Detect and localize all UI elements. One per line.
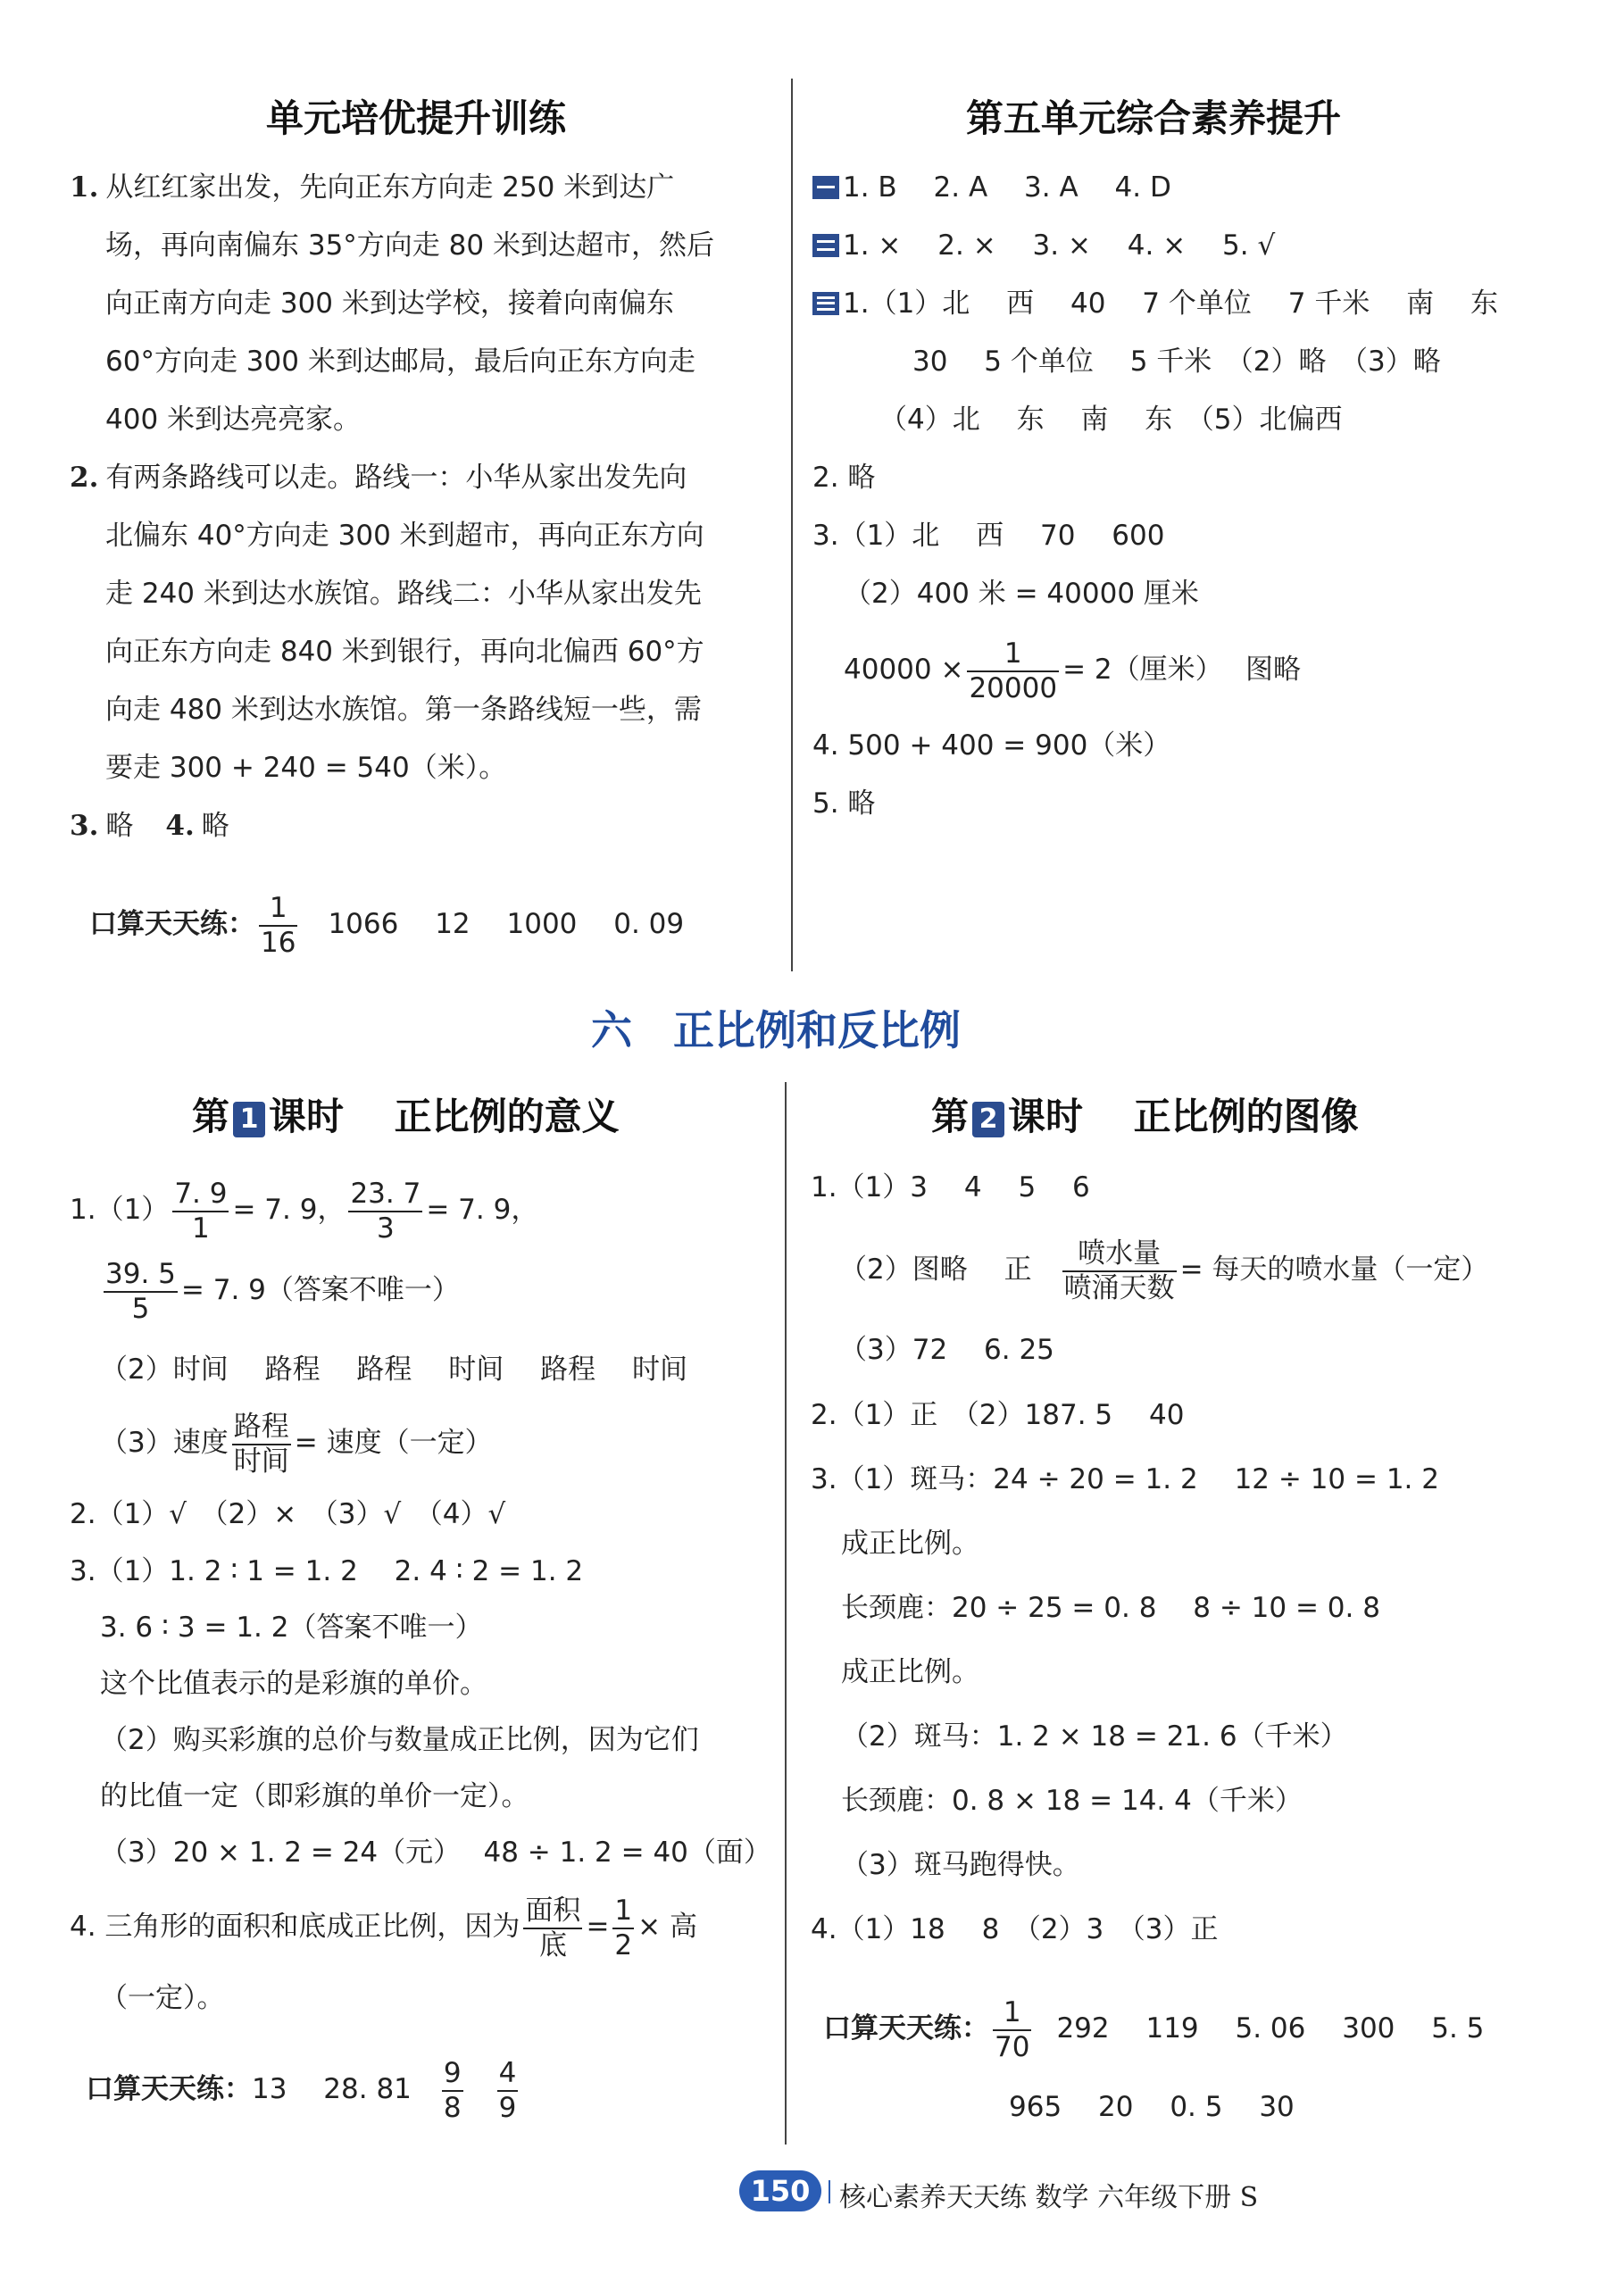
lb-q4-rest: × 高 [637, 1911, 697, 1943]
rb-oral-label: 口算天天练： [823, 2012, 989, 2045]
lesson1-title-post: 课时 正比例的意义 [269, 1095, 620, 1138]
rb-q1-b [839, 1234, 1488, 1305]
rt-part3-a-text: 1.（1）北 西 40 7 个单位 7 千米 南 东 [843, 287, 1499, 320]
rb-q3-c: 长颈鹿：20 ÷ 25 = 0. 8 8 ÷ 10 = 0. 8 [841, 1592, 1380, 1624]
rt-q3-frac-d: 20000 [969, 671, 1058, 704]
lb-oral-frac1-n: 9 [442, 2060, 463, 2092]
top-divider [791, 79, 793, 971]
rb-q3-b: 成正比例。 [841, 1528, 979, 1560]
rt-part3-a [812, 286, 1498, 321]
unit5-title: 第五单元综合素养提升 [966, 96, 1342, 140]
lb-q4-frac1 [523, 1894, 582, 1961]
rt-q2: 2. 略 [812, 462, 876, 494]
rb-q4: 4.（1）18 8 （2）3 （3）正 [811, 1913, 1219, 1945]
part-one-icon [812, 176, 839, 199]
rb-q2: 2.（1）正 （2）187. 5 40 [811, 1399, 1185, 1431]
lesson2-number: 2 [972, 1102, 1004, 1137]
lb-q1-frac3 [104, 1257, 178, 1325]
lesson1-title [192, 1087, 620, 1141]
lt-q34 [70, 808, 229, 844]
lb-q2: 2.（1）√ （2）× （3）√ （4）√ [70, 1498, 506, 1530]
lt-q4-num: 4. [165, 810, 195, 842]
lb-q4-frac2-n: 1 [612, 1897, 634, 1929]
lb-q4-eq: = [586, 1911, 610, 1943]
part-three-icon [812, 292, 839, 315]
rb-q1-a: 1.（1）3 4 5 6 [811, 1171, 1090, 1203]
lb-q1-frac4-n: 路程 [232, 1413, 291, 1445]
lb-q4-b: （一定）。 [100, 1982, 225, 2014]
rt-q3-frac [967, 637, 1059, 704]
lb-q1-frac3-n: 39. 5 [104, 1261, 178, 1293]
lb-q1-c: （2）时间 路程 路程 时间 路程 时间 [100, 1353, 687, 1386]
lt-q1-line-4: 60°方向走 300 米到达邮局，最后向正东方向走 [105, 346, 695, 378]
lb-q1-frac1-n: 7. 9 [172, 1180, 229, 1212]
lb-q1-frac2-n: 23. 7 [348, 1180, 422, 1212]
lb-q3-f: （3）20 × 1. 2 = 24（元） 48 ÷ 1. 2 = 40（面） [100, 1836, 771, 1869]
lb-q4-a [70, 1891, 697, 1962]
rb-oral-frac-n: 1 [993, 1999, 1031, 2031]
lt-q3-text: 略 [105, 810, 134, 842]
lb-q4-pre: 4. 三角形的面积和底成正比例，因为 [70, 1911, 521, 1943]
lb-q1-mid1: = 7. 9， [232, 1194, 346, 1226]
rt-part2 [812, 228, 1275, 263]
lt-q2-text-1: 有两条路线可以走。路线一：小华从家出发先向 [105, 462, 687, 494]
lt-q2-line-2: 北偏东 40°方向走 300 米到超市，再向正东方向 [105, 520, 704, 552]
lb-q1-frac2 [348, 1177, 422, 1245]
lt-q2-line-6: 要走 300 + 240 = 540（米）。 [105, 752, 507, 784]
lb-q4-frac2-d: 2 [614, 1928, 633, 1961]
rt-part3-b: 30 5 个单位 5 千米 （2）略 （3）略 [912, 346, 1441, 378]
rb-q1-c: （3）72 6. 25 [839, 1334, 1054, 1366]
lb-q1-b-rest: = 7. 9（答案不唯一） [180, 1274, 460, 1306]
lt-q2-line-1 [70, 460, 687, 496]
rt-q3-1: 3.（1）北 西 70 600 [812, 520, 1165, 552]
footer-book-title: 核心素养天天练 数学 六年级下册 S [839, 2182, 1259, 2213]
lt-oral-values: 1066 12 1000 0. 09 [328, 908, 685, 940]
lt-oral-frac-n: 1 [259, 895, 297, 927]
lb-q1-d-rest: = 速度（一定） [294, 1427, 493, 1459]
rt-q3-2: （2）400 米 = 40000 厘米 [844, 578, 1199, 610]
lb-q3-e: 的比值一定（即彩旗的单价一定）。 [100, 1780, 529, 1812]
lesson2-title-post: 课时 正比例的图像 [1008, 1095, 1359, 1138]
lt-oral [89, 893, 684, 957]
lb-q3-b: 3. 6 ∶ 3 = 1. 2（答案不唯一） [100, 1612, 483, 1644]
lt-q4-text: 略 [201, 810, 229, 842]
rb-oral-a [823, 1993, 1484, 2064]
rb-q1-frac-n: 喷水量 [1062, 1240, 1177, 1272]
lt-q2-line-4: 向正东方向走 840 米到银行，再向北偏西 60°方 [105, 636, 704, 668]
rb-q3-e: （2）斑马：1. 2 × 18 = 21. 6（千米） [841, 1720, 1348, 1753]
bottom-divider [785, 1082, 787, 2145]
lb-q1-pre: 1.（1） [70, 1194, 170, 1226]
rb-q1-frac [1062, 1237, 1177, 1304]
lt-oral-label: 口算天天练： [89, 908, 255, 940]
rb-q1-b-rest: = 每天的喷水量（一定） [1179, 1253, 1489, 1286]
lt-q2-line-5: 向走 480 米到达水族馆。第一条路线短一些，需 [105, 694, 702, 726]
part-two-icon [812, 234, 839, 257]
lesson1-title-pre: 第 [192, 1095, 230, 1138]
rb-oral-values-a: 292 119 5. 06 300 5. 5 [1056, 2012, 1485, 2045]
lb-oral-frac2 [497, 2056, 519, 2124]
lb-q1-frac1 [172, 1177, 229, 1245]
lb-oral-frac1-d: 8 [443, 2091, 462, 2124]
rb-q3-f: 长颈鹿：0. 8 × 18 = 14. 4（千米） [841, 1785, 1303, 1817]
lesson2-title [931, 1087, 1359, 1141]
lb-q1-frac2-d: 3 [377, 1212, 395, 1245]
rt-part1 [812, 170, 1171, 205]
lt-q2-num: 2. [70, 462, 99, 494]
lb-oral-values: 13 28. 81 [252, 2073, 412, 2105]
unit-training-title: 单元培优提升训练 [266, 96, 567, 140]
lb-q4-frac1-n: 面积 [523, 1897, 582, 1929]
footer-separator [829, 2180, 830, 2203]
lb-q1-d [100, 1407, 493, 1478]
rt-part2-text: 1. × 2. × 3. × 4. × 5. √ [843, 229, 1276, 262]
lb-q3-c: 这个比值表示的是彩旗的单价。 [100, 1668, 487, 1700]
rt-q5: 5. 略 [812, 787, 876, 820]
rt-q3-3 [844, 634, 1301, 705]
rb-oral-b: 965 20 0. 5 30 [1009, 2091, 1295, 2123]
rb-q1-frac-d: 喷涌天数 [1063, 1271, 1175, 1304]
lt-q1-line-2: 场，再向南偏东 35°方向走 80 米到达超市，然后 [105, 229, 714, 262]
rb-q3-d: 成正比例。 [841, 1656, 979, 1688]
rb-oral-frac-d: 70 [995, 2030, 1030, 2063]
lb-oral-frac2-d: 9 [498, 2091, 517, 2124]
rt-q4: 4. 500 + 400 = 900（米） [812, 729, 1171, 762]
lb-q3-d: （2）购买彩旗的总价与数量成正比例，因为它们 [100, 1724, 699, 1756]
lb-oral-frac2-n: 4 [497, 2060, 519, 2092]
lesson2-title-pre: 第 [931, 1095, 970, 1138]
lb-q4-frac2 [612, 1894, 634, 1961]
rb-q1-b-pre: （2）图略 正 [839, 1253, 1032, 1286]
lb-oral-label: 口算天天练： [86, 2073, 252, 2105]
lb-q1-d-pre: （3）速度 [100, 1427, 229, 1459]
lt-oral-frac-d: 16 [261, 926, 296, 959]
rb-q3-a: 3.（1）斑马：24 ÷ 20 = 1. 2 12 ÷ 10 = 1. 2 [811, 1463, 1439, 1495]
lb-q1-frac1-d: 1 [192, 1212, 210, 1245]
lt-q2-line-3: 走 240 米到达水族馆。路线二：小华从家出发先 [105, 578, 702, 610]
lb-q1-frac4-d: 时间 [233, 1445, 289, 1478]
lb-q1-frac3-d: 5 [131, 1292, 150, 1325]
lb-q1-a [70, 1174, 538, 1245]
lesson1-number: 1 [233, 1102, 265, 1137]
lb-q1-b [100, 1254, 460, 1326]
lt-q1-line-3: 向正南方向走 300 米到达学校，接着向南偏东 [105, 287, 674, 320]
lt-q3-num: 3. [70, 810, 99, 842]
lb-q3-a: 3.（1）1. 2 ∶ 1 = 1. 2 2. 4 ∶ 2 = 1. 2 [70, 1555, 584, 1587]
lt-q1-line-1 [70, 170, 674, 205]
rt-part1-text: 1. B 2. A 3. A 4. D [843, 171, 1171, 204]
lt-q1-num: 1. [70, 171, 99, 204]
lb-q4-frac1-d: 底 [538, 1928, 567, 1961]
rb-oral-frac [993, 1995, 1031, 2063]
lb-oral-frac1 [442, 2056, 463, 2124]
lb-q1-mid2: = 7. 9， [426, 1194, 539, 1226]
lt-q1-line-5: 400 米到达亮亮家。 [105, 404, 362, 436]
rb-q3-g: （3）斑马跑得快。 [841, 1849, 1080, 1881]
lt-oral-frac [259, 891, 297, 959]
rt-part3-c: （4）北 东 南 东 （5）北偏西 [879, 404, 1343, 436]
rt-q3-3-b: = 2（厘米） 图略 [1062, 654, 1301, 686]
lb-oral [86, 2053, 521, 2125]
lb-q1-frac4 [232, 1410, 291, 1478]
lt-q1-text-1: 从红红家出发，先向正东方向走 250 米到达广 [105, 171, 675, 204]
rt-q3-3-a: 40000 × [844, 654, 964, 686]
rt-q3-frac-n: 1 [967, 640, 1059, 672]
page-number-badge: 150 [739, 2170, 821, 2211]
section-title: 六 正比例和反比例 [591, 1006, 961, 1054]
